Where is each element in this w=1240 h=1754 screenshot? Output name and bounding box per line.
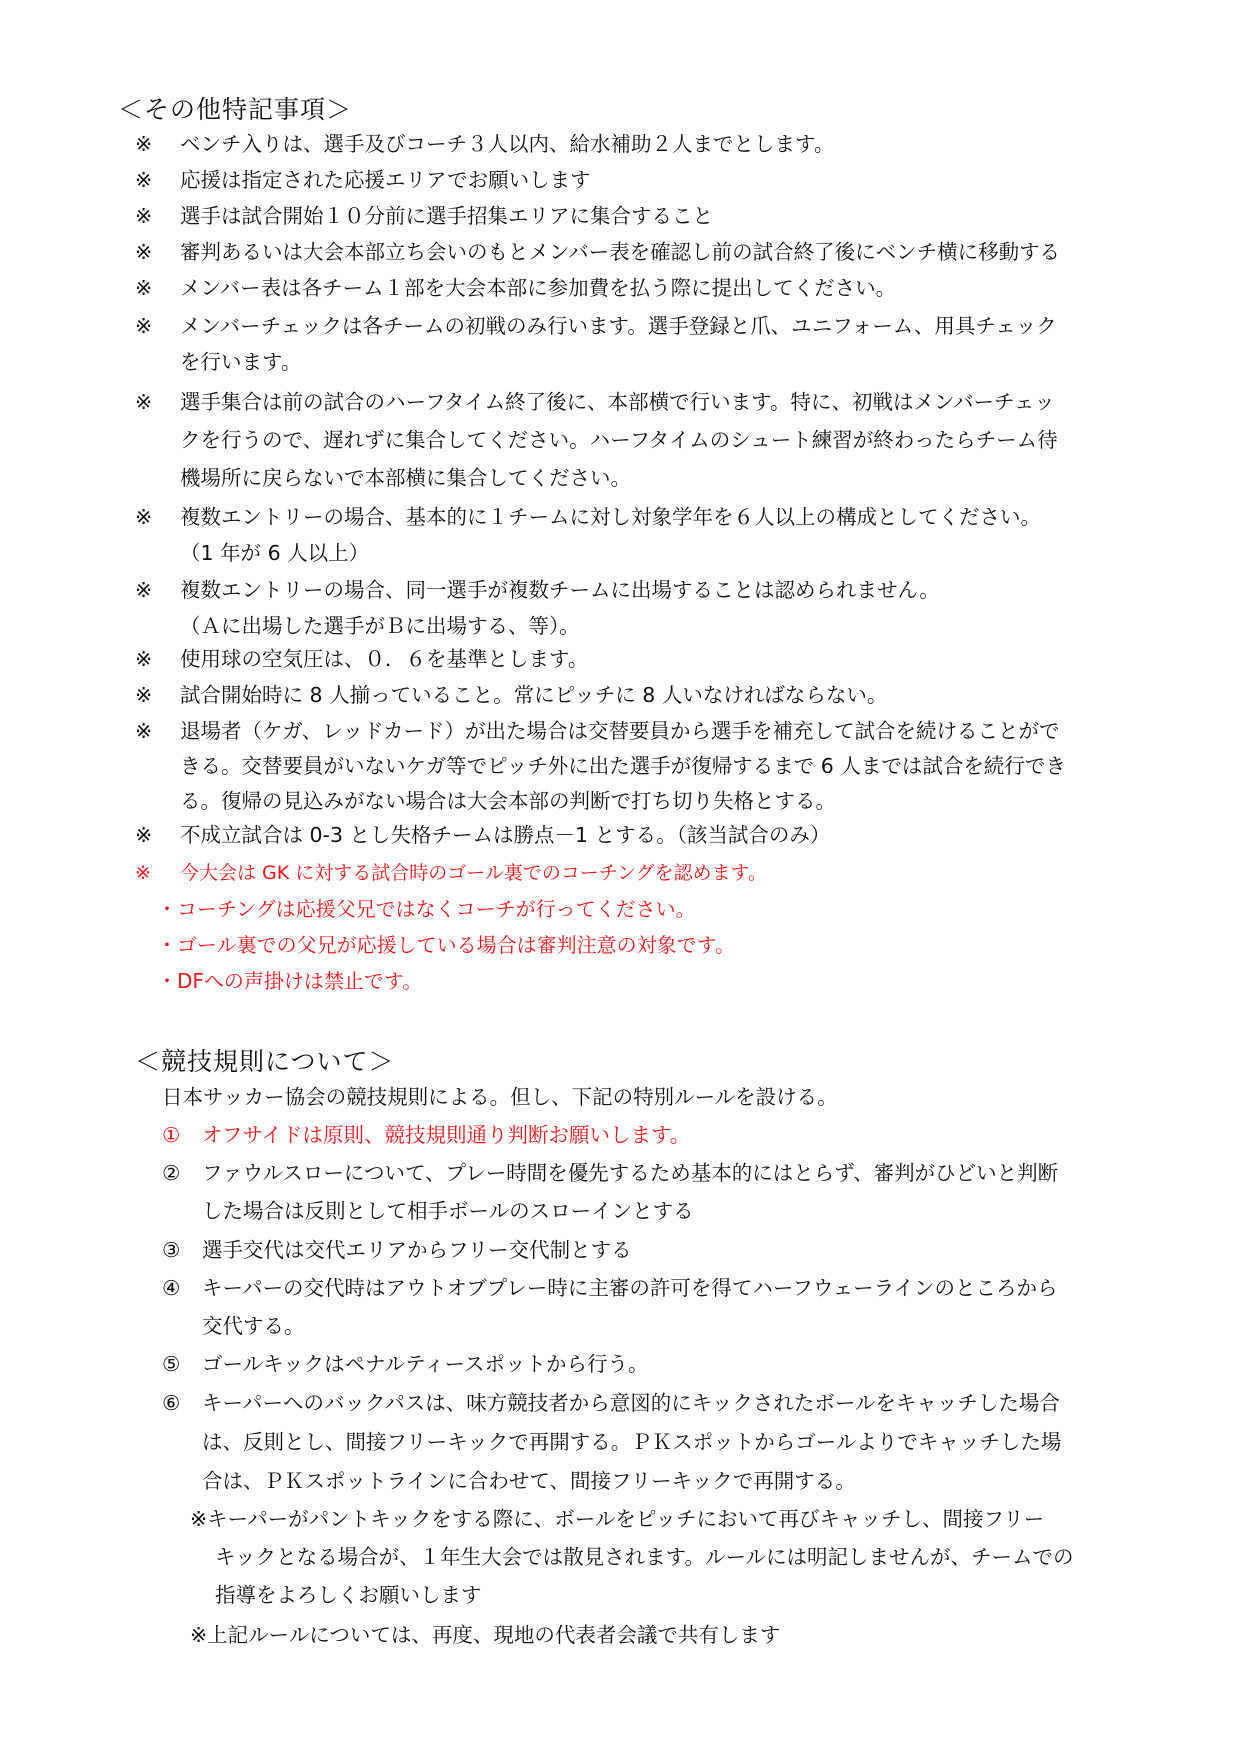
- rule-text: 交代する。: [202, 1314, 305, 1338]
- rule-number: ②: [162, 1161, 181, 1185]
- rules-note: ※上記ルールについては、再度、現地の代表者会議で共有します: [190, 1623, 781, 1647]
- rule-text: 選手交代は交代エリアからフリー交代制とする: [202, 1238, 632, 1262]
- note-text: を行います。: [180, 350, 302, 374]
- note-text: ベンチ入りは、選手及びコーチ３人以内、給水補助２人までとします。: [180, 132, 835, 156]
- section-heading-competition-rules: ＜競技規則について＞: [135, 1047, 395, 1076]
- note-text: （1 年が 6 人以上）: [180, 541, 370, 565]
- red-sub-note: ・DFへの声掛けは禁止です。: [157, 969, 423, 993]
- note-mark: ※: [135, 168, 153, 192]
- red-sub-note: ・コーチングは応援父兄ではなくコーチが行ってください。: [157, 897, 696, 921]
- section-heading-other-notes: ＜その他特記事項＞: [118, 95, 353, 124]
- rules-note: ※キーパーがパントキックをする際に、ボールをピッチにおいて再びキャッチし、間接フリー: [190, 1507, 1045, 1531]
- note-mark: ※: [135, 132, 153, 156]
- note-text: 複数エントリーの場合、基本的に１チームに対し対象学年を６人以上の構成としてください。: [180, 505, 1041, 529]
- red-sub-note: ・ゴール裏での父兄が応援している場合は審判注意の対象です。: [157, 933, 735, 957]
- note-text: クを行うので、遅れずに集合してください。ハーフタイムのシュート練習が終わったらチーム待: [180, 428, 1058, 452]
- rule-text: キーパーへのバックパスは、味方競技者から意図的にキックされたボールをキャッチした場合: [202, 1391, 1060, 1415]
- note-text: 不成立試合は 0-3 とし失格チームは勝点－1 とする。（該当試合のみ）: [180, 823, 831, 847]
- rule-number: ③: [162, 1238, 181, 1262]
- note-text: 選手集合は前の試合のハーフタイム終了後に、本部横で行います。特に、初戦はメンバーチェッ: [180, 390, 1055, 414]
- note-mark: ※: [135, 862, 151, 884]
- note-text: 審判あるいは大会本部立ち会いのもとメンバー表を確認し前の試合終了後にベンチ横に移動する: [180, 240, 1061, 264]
- note-mark: ※: [135, 505, 153, 529]
- rule-number: ①: [162, 1123, 181, 1147]
- rule-text: キーパーの交代時はアウトオブプレー時に主審の許可を得てハーフウェーラインのところから: [202, 1276, 1058, 1300]
- note-text: 機場所に戻らないで本部横に集合してください。: [180, 466, 631, 490]
- rule-text: 合は、ＰＫスポットラインに合わせて、間接フリーキックで再開する。: [202, 1469, 856, 1493]
- note-mark: ※: [135, 578, 153, 602]
- note-text: 複数エントリーの場合、同一選手が複数チームに出場することは認められません。: [180, 578, 940, 602]
- note-mark: ※: [135, 683, 153, 707]
- note-text: きる。交替要員がいないケガ等でピッチ外に出た選手が復帰するまで 6 人までは試合を続行でき: [180, 754, 1066, 778]
- rules-note: キックとなる場合が、１年生大会では散見されます。ルールには明記しませんが、チームでの: [215, 1545, 1074, 1569]
- note-mark: ※: [135, 240, 153, 264]
- note-text: 使用球の空気圧は、０．６を基準とします。: [180, 647, 589, 671]
- note-mark: ※: [135, 314, 153, 338]
- note-mark: ※: [135, 276, 153, 300]
- rule-text: ファウルスローについて、プレー時間を優先するため基本的にはとらず、審判がひどいと判断: [202, 1161, 1059, 1185]
- note-mark: ※: [135, 823, 153, 847]
- rule-number: ⑥: [162, 1391, 181, 1415]
- note-text: 選手は試合開始１０分前に選手招集エリアに集合すること: [180, 204, 713, 228]
- note-text: メンバー表は各チーム１部を大会本部に参加費を払う際に提出してください。: [180, 276, 897, 300]
- rules-intro: 日本サッカー協会の競技規則による。但し、下記の特別ルールを設ける。: [162, 1085, 838, 1109]
- note-mark: ※: [135, 204, 153, 228]
- note-text: 今大会は GK に対する試合時のゴール裏でのコーチングを認めます。: [180, 862, 768, 884]
- note-text: る。復帰の見込みがない場合は大会本部の判断で打ち切り失格とする。: [180, 789, 836, 813]
- note-mark: ※: [135, 719, 153, 743]
- rule-number: ⑤: [162, 1352, 181, 1376]
- note-text: 退場者（ケガ、レッドカード）が出た場合は交替要員から選手を補充して試合を続けることがで: [180, 719, 1060, 743]
- note-mark: ※: [135, 390, 153, 414]
- note-text: 応援は指定された応援エリアでお願いします: [180, 168, 591, 192]
- rule-text: ゴールキックはペナルティースポットから行う。: [202, 1352, 649, 1376]
- rules-note: 指導をよろしくお願いします: [215, 1583, 482, 1607]
- rule-number: ④: [162, 1276, 181, 1300]
- rule-text: オフサイドは原則、競技規則通り判断お願いします。: [202, 1123, 691, 1147]
- rule-text: した場合は反則として相手ボールのスローインとする: [202, 1199, 694, 1223]
- note-text: （Ａに出場した選手がＢに出場する、等）。: [180, 614, 580, 638]
- rule-text: は、反則とし、間接フリーキックで再開する。ＰＫスポットからゴールよりでキャッチした場: [202, 1430, 1062, 1454]
- note-mark: ※: [135, 647, 153, 671]
- note-text: 試合開始時に 8 人揃っていること。常にピッチに 8 人いなければならない。: [180, 683, 888, 707]
- note-text: メンバーチェックは各チームの初戦のみ行います。選手登録と爪、ユニフォーム、用具チェック: [180, 314, 1057, 338]
